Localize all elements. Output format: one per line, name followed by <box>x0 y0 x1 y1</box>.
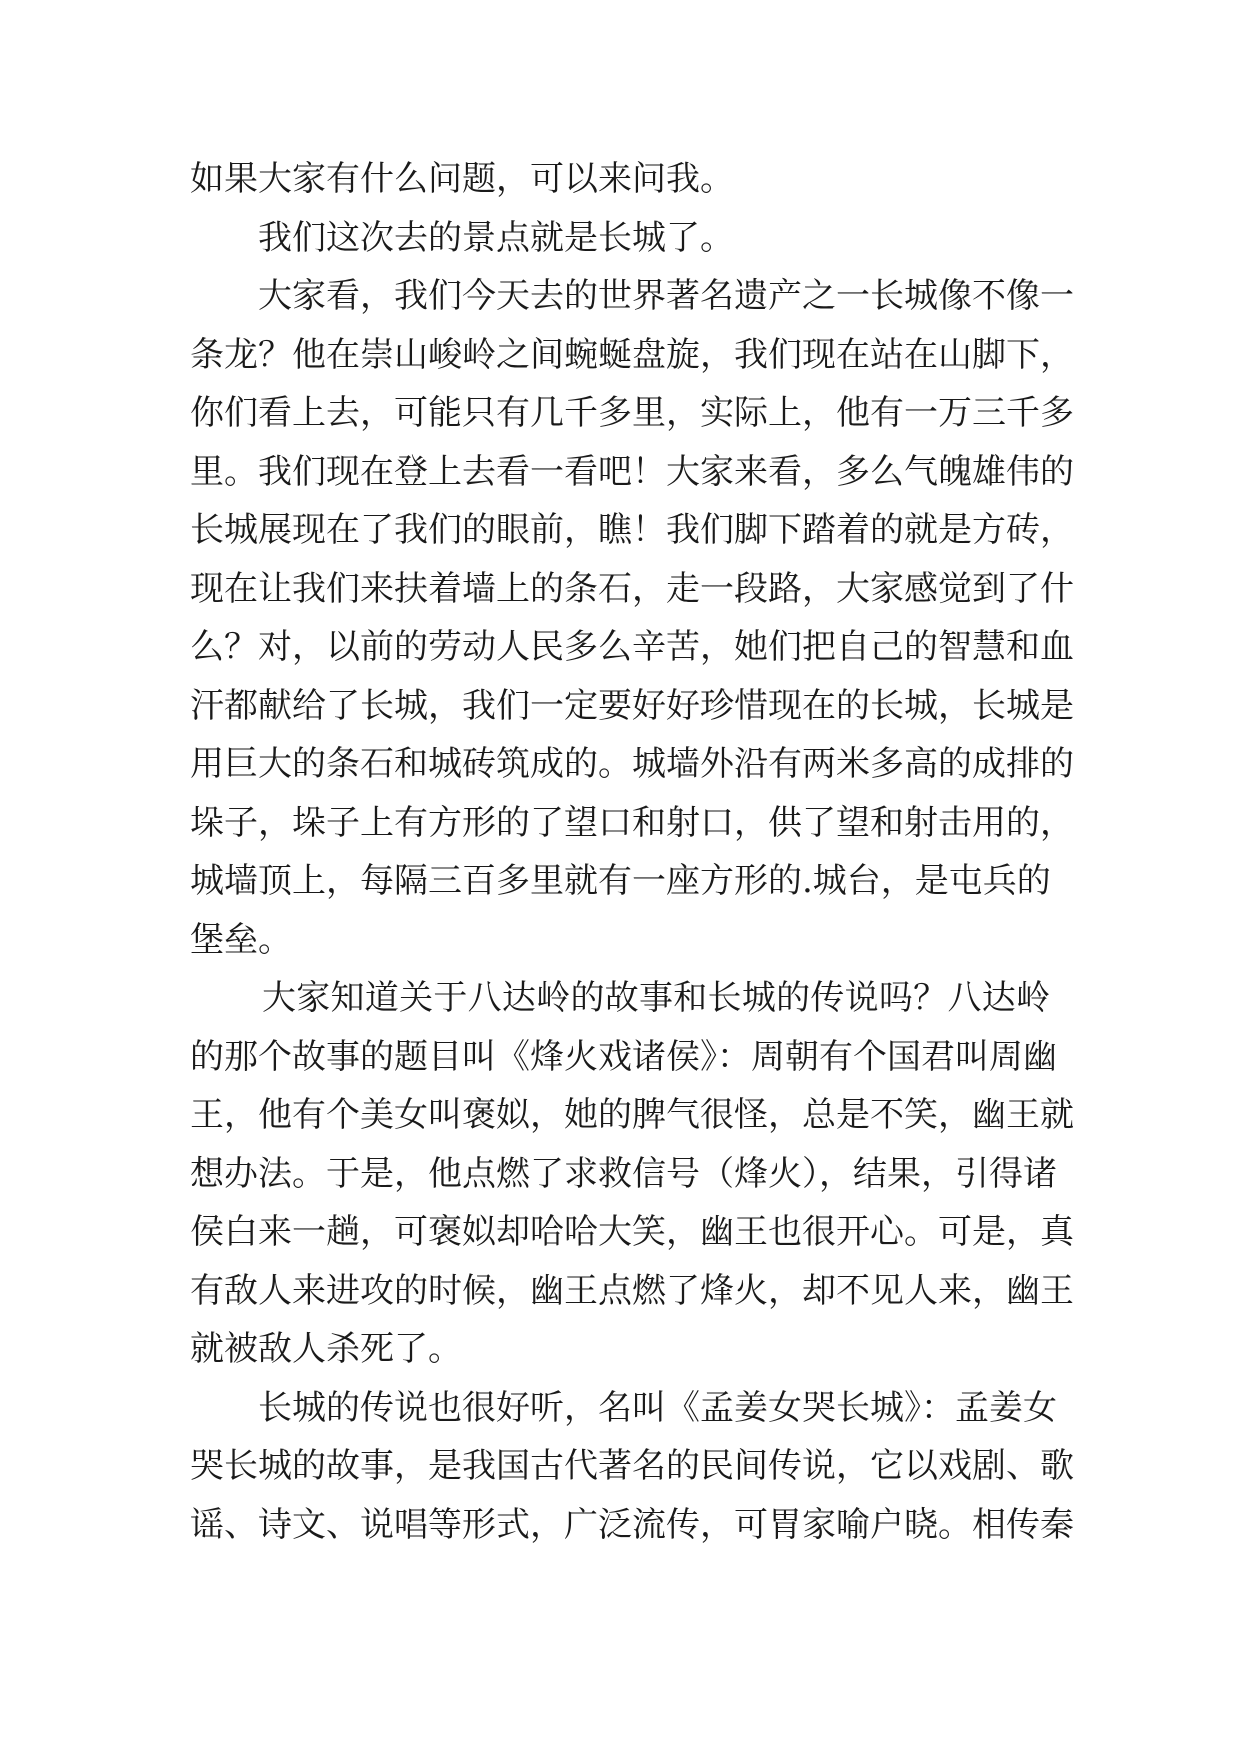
text-line: 如果大家有什么问题，可以来问我。 <box>190 159 734 199</box>
text-line: 就被敌人杀死了。 <box>190 1329 462 1369</box>
text-line: 王，他有个美女叫褒姒，她的脾气很怪，总是不笑，幽王就 <box>190 1095 1074 1135</box>
text-line: 里。我们现在登上去看一看吧！大家来看，多么气魄雄伟的 <box>190 451 1074 492</box>
text-line: 侯白来一趟，可褒姒却哈哈大笑，幽王也很开心。可是，真 <box>190 1212 1074 1252</box>
paragraph-first-line: 长城的传说也很好听，名叫《孟姜女哭长城》：孟姜女 <box>258 1387 1057 1428</box>
paragraph-first-line: 大家看，我们今天去的世界著名遗产之一长城像不像一 <box>258 276 1074 316</box>
text-line: 哭长城的故事，是我国古代著名的民间传说，它以戏剧、歌 <box>190 1446 1074 1486</box>
text-line: 么？对，以前的劳动人民多么辛苦，她们把自己的智慧和血 <box>190 627 1074 667</box>
text-line: 用巨大的条石和城砖筑成的。城墙外沿有两米多高的成排的 <box>190 744 1074 784</box>
text-line: 汗都献给了长城，我们一定要好好珍惜现在的长城，长城是 <box>190 685 1074 726</box>
text-line: 垛子，垛子上有方形的了望口和射口，供了望和射击用的， <box>190 802 1074 843</box>
text-line: 现在让我们来扶着墙上的条石，走一段路，大家感觉到了什 <box>190 568 1074 609</box>
paragraph-first-line: 大家知道关于八达岭的故事和长城的传说吗？八达岭 <box>262 978 1050 1018</box>
document-body <box>190 150 1074 1554</box>
text-line: 条龙？他在崇山峻岭之间蜿蜒盘旋，我们现在站在山脚下， <box>190 334 1074 375</box>
text-line: 你们看上去，可能只有几千多里，实际上，他有一万三千多 <box>190 393 1074 433</box>
text-line: 想办法。于是，他点燃了求救信号（烽火），结果，引得诸 <box>190 1153 1057 1194</box>
text-line: 谣、诗文、说唱等形式，广泛流传，可胃家喻户晓。相传秦 <box>190 1504 1074 1545</box>
text-line: 堡垒。 <box>190 919 292 960</box>
text-line: 的那个故事的题目叫《烽火戏诸侯》：周朝有个国君叫周幽 <box>190 1036 1057 1077</box>
text-line: 有敌人来进攻的时候，幽王点燃了烽火，却不见人来，幽王 <box>190 1270 1074 1311</box>
paragraph-first-line: 我们这次去的景点就是长城了。 <box>258 217 734 258</box>
text-line: 长城展现在了我们的眼前，瞧！我们脚下踏着的就是方砖， <box>190 510 1074 550</box>
text-line: 城墙顶上，每隔三百多里就有一座方形的.城台，是屯兵的 <box>190 861 1051 901</box>
